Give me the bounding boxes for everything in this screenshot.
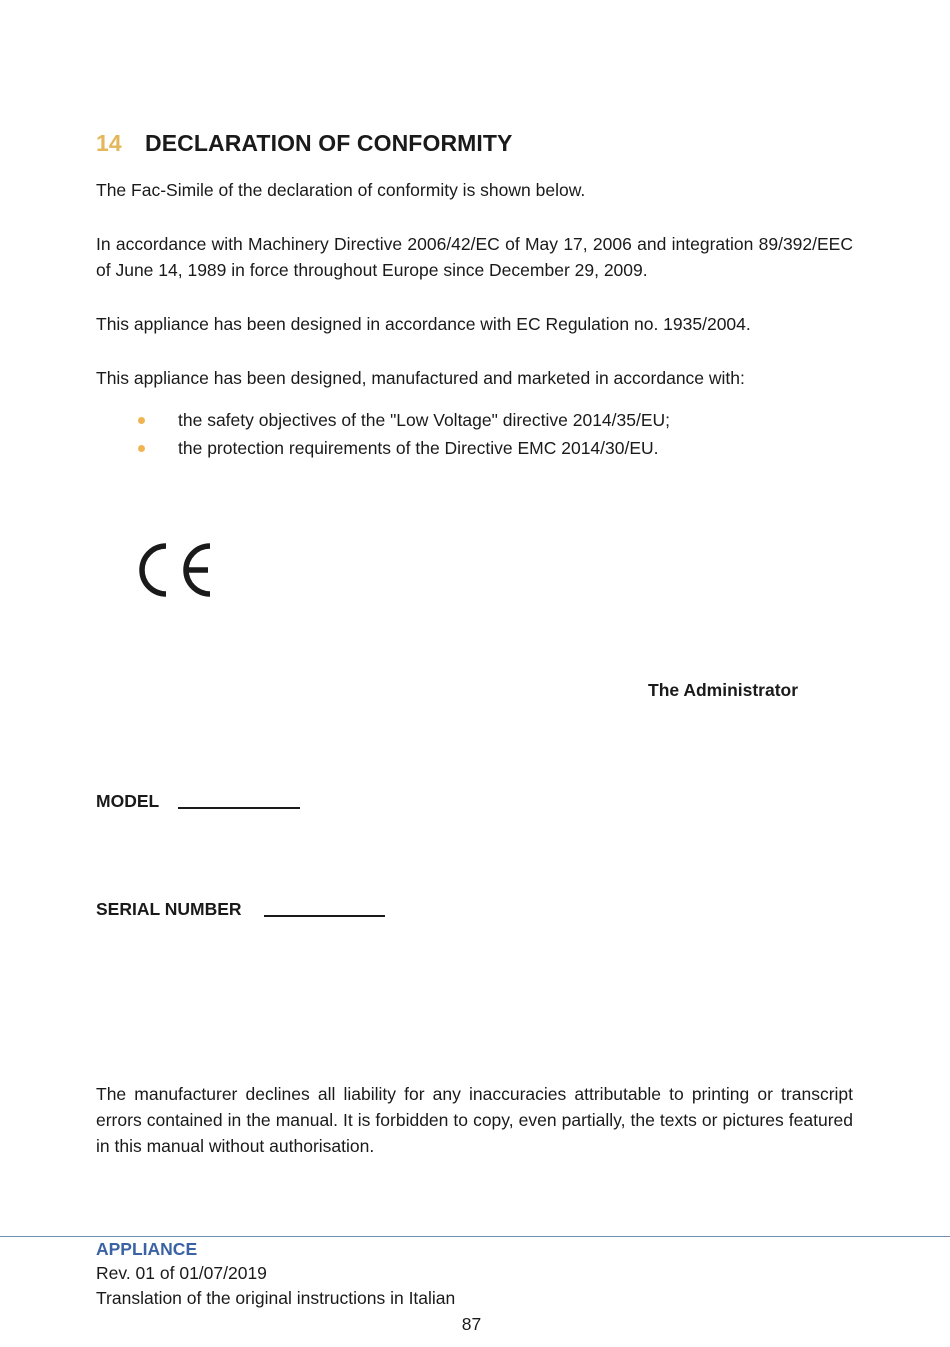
regulation-paragraph: This appliance has been designed in accordance with EC Regulation no. 1935/2004. xyxy=(96,314,751,334)
section-number: 14 xyxy=(96,130,122,156)
intro-paragraph: The Fac-Simile of the declaration of conformity is shown below. xyxy=(96,180,586,200)
bullet-dot-icon xyxy=(138,417,145,424)
serial-number-field xyxy=(96,895,385,920)
footer-revision: Rev. 01 of 01/07/2019 xyxy=(96,1263,267,1283)
signature-label: The Administrator xyxy=(648,680,799,700)
list-item xyxy=(96,406,853,434)
serial-number-blank-line xyxy=(264,897,385,917)
model-label: MODEL xyxy=(96,791,159,811)
model-field xyxy=(96,787,300,812)
directive-paragraph: In accordance with Machinery Directive 2006/42/EC of May 17, 2006 and integration 89/392/EEC of June 14, 1989 in force throughout Europe since December 29, 2009. xyxy=(96,234,853,280)
footer-brand: APPLIANCE xyxy=(96,1239,198,1259)
bullet-dot-icon xyxy=(138,445,145,452)
section-heading xyxy=(96,130,513,157)
compliance-list xyxy=(96,406,853,462)
list-item xyxy=(96,434,853,462)
ce-mark-icon xyxy=(136,542,214,598)
list-item-text: the safety objectives of the "Low Voltage" directive 2014/35/EU; xyxy=(178,410,671,430)
compliance-paragraph: This appliance has been designed, manufactured and marketed in accordance with: xyxy=(96,368,745,388)
serial-number-label: SERIAL NUMBER xyxy=(96,899,242,919)
list-item-text: the protection requirements of the Directive EMC 2014/30/EU. xyxy=(178,438,659,458)
footer-divider xyxy=(0,1236,950,1237)
disclaimer-paragraph: The manufacturer declines all liability for any inaccuracies attributable to printing or transcript errors contained in the manual. It is forbidden to copy, even partially, the texts or pictures featured in this manual without authorisation. xyxy=(96,1084,853,1156)
page-number: 87 xyxy=(461,1314,482,1334)
section-title: DECLARATION OF CONFORMITY xyxy=(145,130,513,156)
footer-translation: Translation of the original instructions in Italian xyxy=(96,1288,456,1308)
model-blank-line xyxy=(178,789,300,809)
